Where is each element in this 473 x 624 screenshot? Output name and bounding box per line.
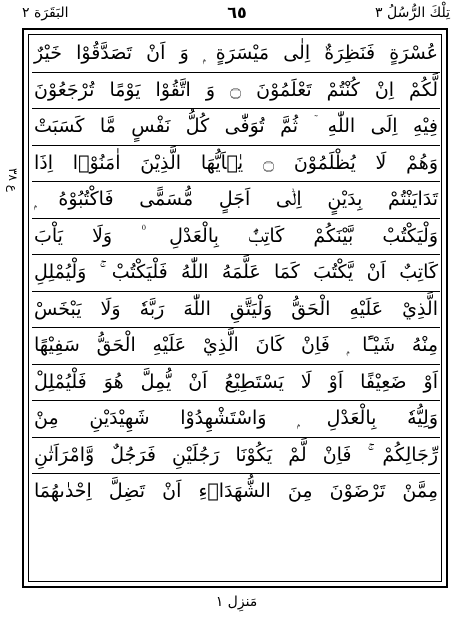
text-line: لَّكُمْ اِنْ كُنْتُمْ تَعْلَمُوْنَ ۝ وَ اتَّقُوْا يَوْمًا تُرْجَعُوْنَ [32, 73, 440, 110]
page-frame [22, 28, 448, 588]
ruku-marker: ع ٣٨ [6, 168, 20, 192]
text-line: عُسْرَةٍ فَنَظِرَةٌ اِلٰى مَيْسَرَةٍ ۭ وَ اَنْ تَصَدَّقُوْا خَيْرٌ [32, 36, 440, 73]
page-number: ٦٥ [227, 3, 247, 22]
juz-title: تِلْكَ الرُّسُلُ ٣ [375, 5, 450, 21]
text-line: تَدَايَنْتُمْ بِدَيْنٍ اِلٰۤى اَجَلٍ مُّسَمًّى فَاكْتُبُوْهُ ۭ [32, 182, 440, 219]
text-line: مِمَّنْ تَرْضَوْنَ مِنَ الشُّهَدَاۗءِ اَنْ تَضِلَّ اِحْدٰىهُمَا [34, 480, 438, 502]
text-line: كَاتِبٌ اَنْ يَّكْتُبَ كَمَا عَلَّمَهُ اللّٰهُ فَلْيَكْتُبْ ۚ وَلْيُمْلِلِ [32, 255, 440, 292]
text-line: وَلِيُّهٗ بِالْعَدْلِ ۭ وَاسْتَشْهِدُوْا شَهِيْدَيْنِ مِنْ [32, 401, 440, 438]
manzil-footer: مَنزِل ١ [215, 594, 258, 610]
text-line: رِّجَالِكُمْ ۚ فَاِنْ لَّمْ يَكُوْنَا رَجُلَيْنِ فَرَجُلٌ وَّامْرَاَتٰنِ [32, 438, 440, 475]
text-line: وَهُمْ لَا يُظْلَمُوْنَ ۝ يٰۤاَيُّهَا الَّذِيْنَ اٰمَنُوْۤا اِذَا [32, 146, 440, 183]
text-line: اَوْ ضَعِيْفًا اَوْ لَا يَسْتَطِيْعُ اَنْ يُّمِلَّ هُوَ فَلْيُمْلِلْ [32, 365, 440, 402]
text-line: مِنْهُ شَيْـًٔا ۭ فَاِنْ كَانَ الَّذِيْ عَلَيْهِ الْحَقُّ سَفِيْهًا [32, 328, 440, 365]
text-lines [32, 36, 440, 511]
page-header [22, 3, 450, 27]
text-line: الَّذِيْ عَلَيْهِ الْحَقُّ وَلْيَتَّقِ اللّٰهَ رَبَّهٗ وَلَا يَبْخَسْ [32, 292, 440, 329]
surah-title: البَقَرَة ٢ [22, 5, 69, 21]
text-line: فِيْهِ اِلَى اللّٰهِ ۤ ثُمَّ تُوَفّٰى كُلُّ نَفْسٍ مَّا كَسَبَتْ [32, 109, 440, 146]
text-line: وَلْيَكْتُبْ بَّيْنَكُمْ كَاتِبٌۢ بِالْعَدْلِ ۠ وَلَا يَاْبَ [32, 219, 440, 256]
